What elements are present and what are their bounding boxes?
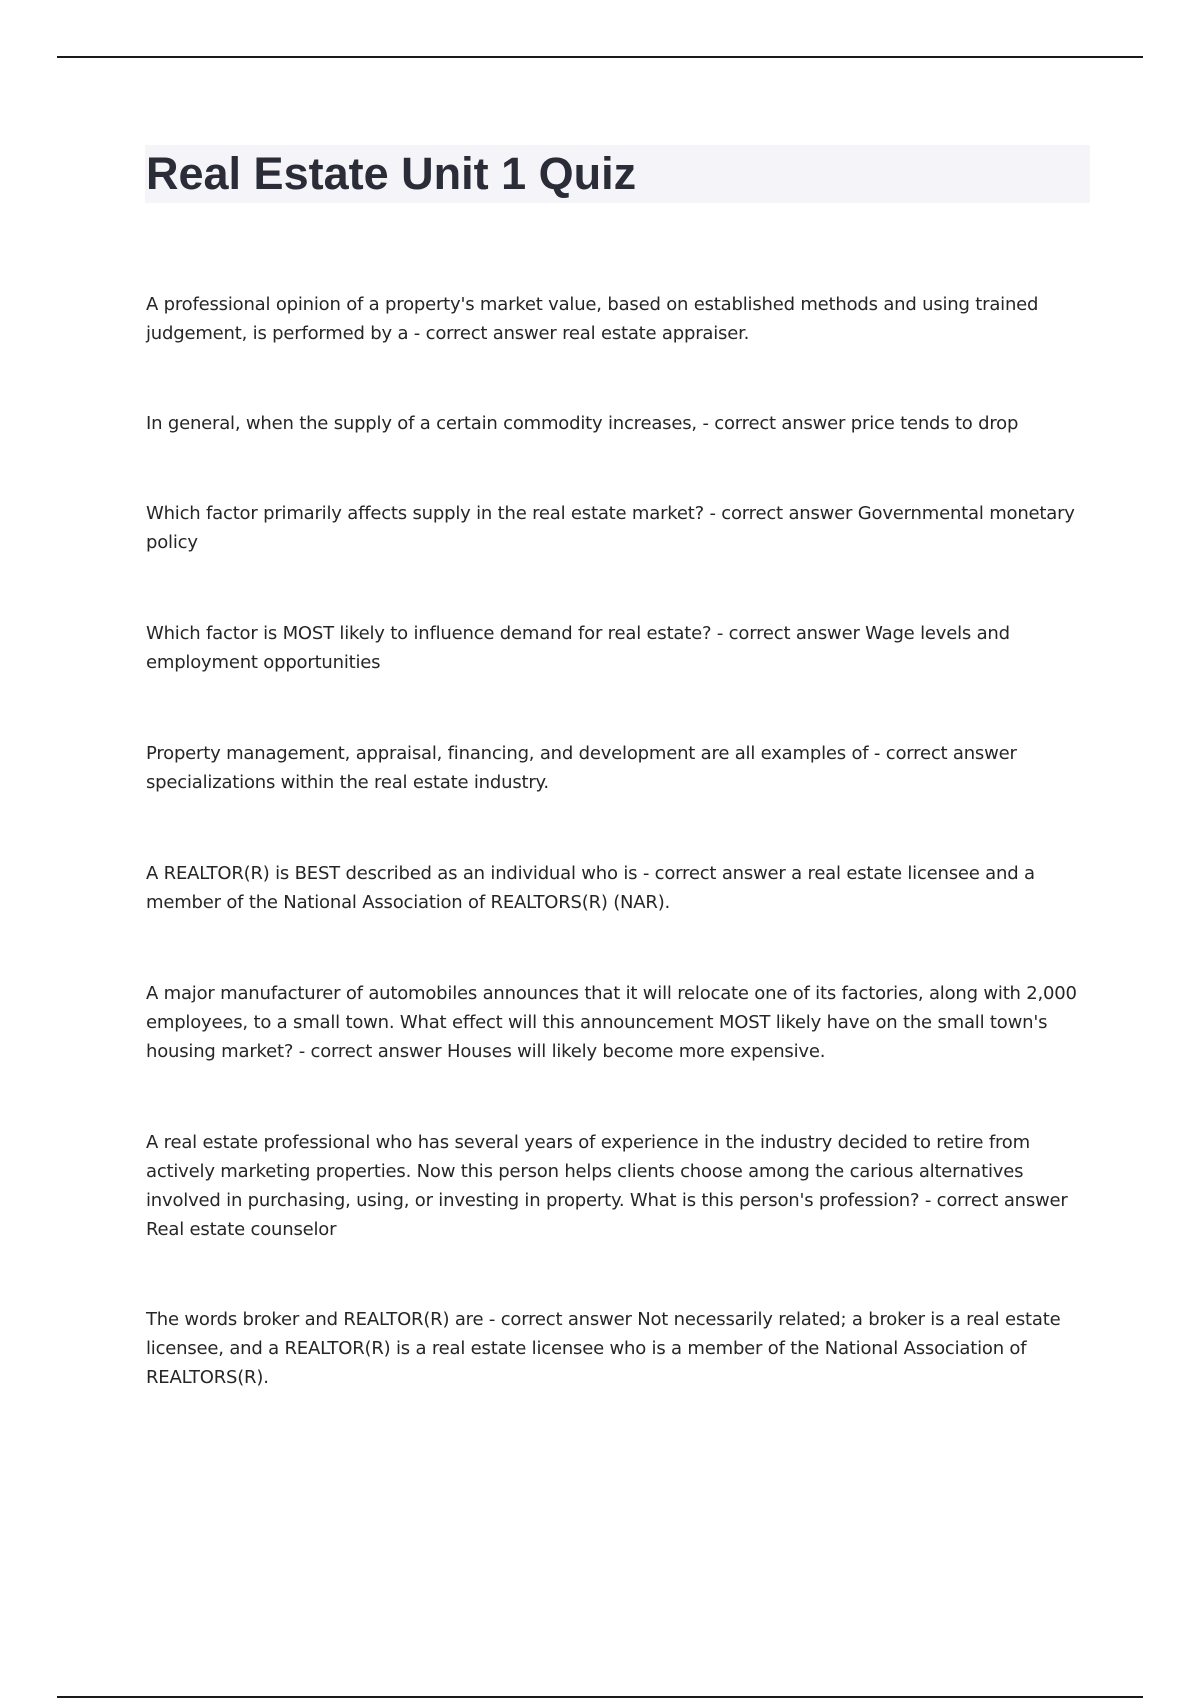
- answer-text: real estate appraiser.: [562, 323, 750, 344]
- question-item: [146, 739, 1091, 797]
- question-text: A professional opinion of a property's market value, based on established methods and using trained judgement, is performed by a: [146, 294, 1039, 344]
- question-item: [146, 619, 1091, 677]
- question-text: Property management, appraisal, financing, and development are all examples of: [146, 743, 869, 764]
- answer-text: a real estate licensee and a member of the National Association of REALTORS(R) (NAR).: [146, 863, 1035, 913]
- bottom-rule: [57, 1696, 1143, 1698]
- answer-text: Houses will likely become more expensive.: [447, 1041, 826, 1062]
- answer-separator: - correct answer: [711, 623, 866, 644]
- answer-text: price tends to drop: [850, 413, 1019, 434]
- question-text: A real estate professional who has several years of experience in the industry decided to retire from actively marketing properties. Now this person helps clients choose among the carious alternatives involved in purchasing, using, or investing in property. What is this person's profession?: [146, 1132, 1030, 1211]
- question-list: [146, 290, 1091, 1392]
- question-item: [146, 499, 1091, 557]
- question-text: The words broker and REALTOR(R) are: [146, 1309, 484, 1330]
- answer-separator: - correct answer: [696, 413, 851, 434]
- question-item: [146, 979, 1091, 1066]
- answer-text: Not necessarily related; a broker is a real estate licensee, and a REALTOR(R) is a real estate licensee who is a member of the National Association of REALTORS(R).: [146, 1309, 1061, 1388]
- answer-text: Governmental monetary policy: [146, 503, 1075, 553]
- question-item: [146, 859, 1091, 917]
- answer-separator: - correct answer: [868, 743, 1017, 764]
- answer-separator: - correct answer: [637, 863, 792, 884]
- question-item: [146, 1128, 1091, 1244]
- question-item: [146, 1305, 1091, 1392]
- answer-separator: - correct answer: [483, 1309, 638, 1330]
- answer-separator: - correct answer: [408, 323, 563, 344]
- answer-text: specializations within the real estate industry.: [146, 772, 549, 793]
- answer-separator: - correct answer: [919, 1190, 1068, 1211]
- question-text: In general, when the supply of a certain commodity increases,: [146, 413, 697, 434]
- page-title: Real Estate Unit 1 Quiz: [146, 148, 637, 199]
- answer-separator: - correct answer: [293, 1041, 448, 1062]
- answer-text: Wage levels and employment opportunities: [146, 623, 1010, 673]
- question-item: [146, 290, 1091, 348]
- question-item: [146, 409, 1091, 438]
- top-rule: [57, 56, 1143, 58]
- question-text: A REALTOR(R) is BEST described as an individual who is: [146, 863, 638, 884]
- question-text: Which factor primarily affects supply in the real estate market?: [146, 503, 704, 524]
- question-text: A major manufacturer of automobiles announces that it will relocate one of its factories, along with 2,000 employees, to a small town. What effect will this announcement MOST likely have on the small town's housing market?: [146, 983, 1077, 1062]
- question-text: Which factor is MOST likely to influence demand for real estate?: [146, 623, 712, 644]
- answer-separator: - correct answer: [703, 503, 858, 524]
- answer-text: Real estate counselor: [146, 1219, 337, 1240]
